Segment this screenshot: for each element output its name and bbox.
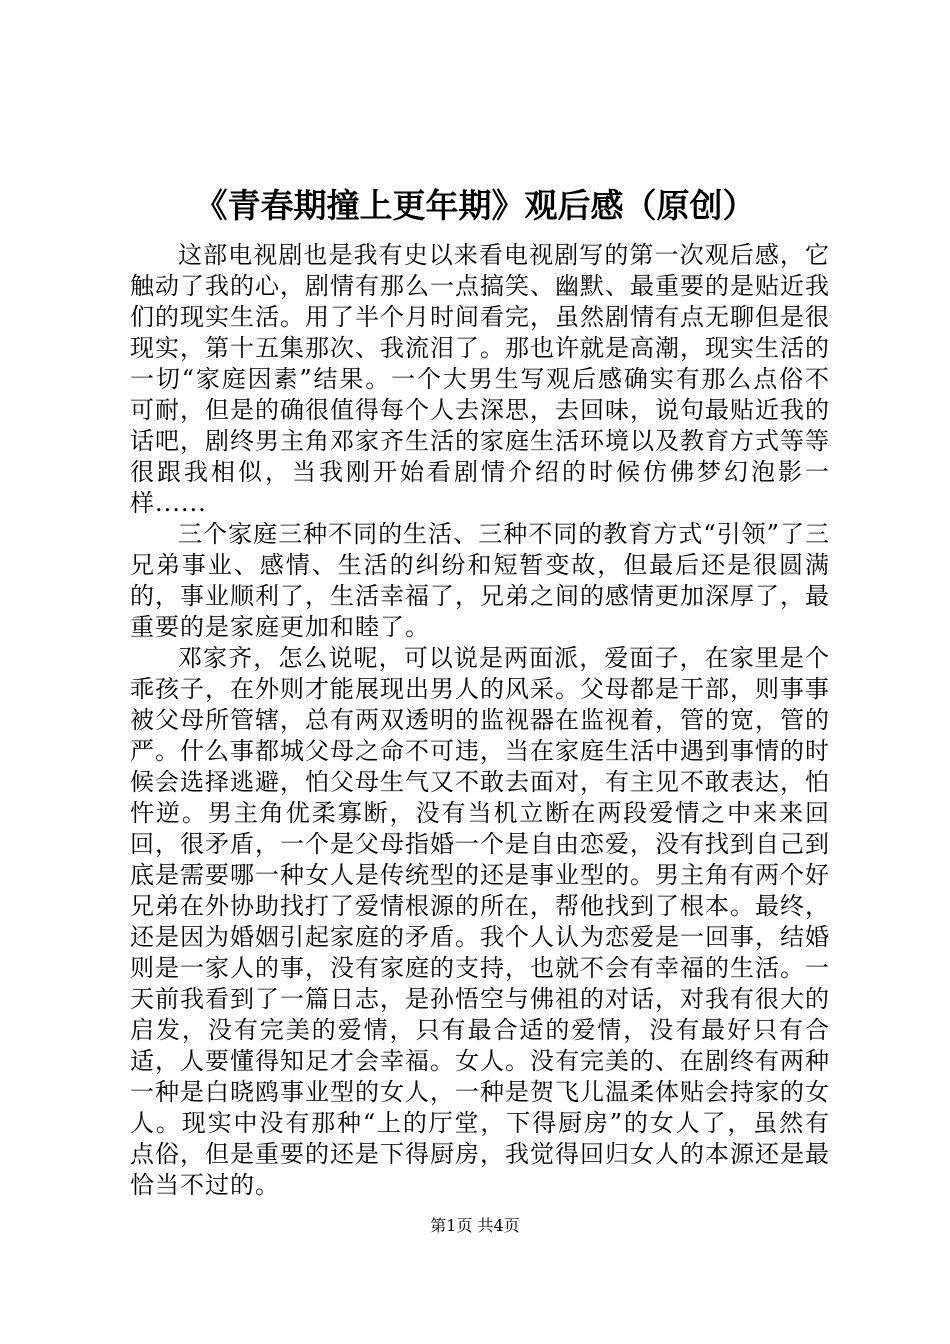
document-title: 《青春期撞上更年期》观后感（原创） bbox=[194, 186, 756, 225]
document-body bbox=[130, 240, 830, 1201]
paragraph-1: 这部电视剧也是我有史以来看电视剧写的第一次观后感，它触动了我的心，剧情有那么一点搞笑、幽默、最重要的是贴近我们的现实生活。用了半个月时间看完，虽然剧情有点无聊但是很现实，第十五集那次、我流泪了。那也许就是高潮，现实生活的一切“家庭因素”结果。一个大男生写观后感确实有那么点俗不可耐，但是的确很值得每个人去深思，去回味，说句最贴近我的话吧，剧终男主角邓家齐生活的家庭生活环境以及教育方式等等很跟我相似，当我刚开始看剧情介绍的时候仿佛梦幻泡影一样...... bbox=[130, 241, 830, 517]
page-footer: 第1页 共4页 bbox=[430, 1216, 520, 1235]
paragraph-2: 三个家庭三种不同的生活、三种不同的教育方式“引领”了三兄弟事业、感情、生活的纠纷和短暂变故，但最后还是很圆满的，事业顺利了，生活幸福了，兄弟之间的感情更加深厚了，最重要的是家庭更加和睦了。 bbox=[130, 520, 830, 641]
paragraph-3: 邓家齐，怎么说呢，可以说是两面派，爱面子，在家里是个乖孩子，在外则才能展现出男人的风采。父母都是干部，则事事被父母所管辖，总有两双透明的监视器在监视着，管的宽，管的严。什么事都城父母之命不可违，当在家庭生活中遇到事情的时候会选择逃避，怕父母生气又不敢去面对，有主见不敢表达，怕忤逆。男主角优柔寡断，没有当机立断在两段爱情之中来来回回，很矛盾，一个是父母指婚一个是自由恋爱，没有找到自己到底是需要哪一种女人是传统型的还是事业型的。男主角有两个好兄弟在外协助找打了爱情根源的所在，帮他找到了根本。最终，还是因为婚姻引起家庭的矛盾。我个人认为恋爱是一回事，结婚则是一家人的事，没有家庭的支持，也就不会有幸福的生活。一天前我看到了一篇日志，是孙悟空与佛祖的对话，对我有很大的启发，没有完美的爱情，只有最合适的爱情，没有最好只有合适，人要懂得知足才会幸福。女人。没有完美的、在剧终有两种一种是白晓鸥事业型的女人，一种是贺飞儿温柔体贴会持家的女人。现实中没有那种“上的厅堂，下得厨房”的女人了，虽然有点俗，但是重要的还是下得厨房，我觉得回归女人的本源还是最恰当不过的。 bbox=[130, 644, 830, 1199]
